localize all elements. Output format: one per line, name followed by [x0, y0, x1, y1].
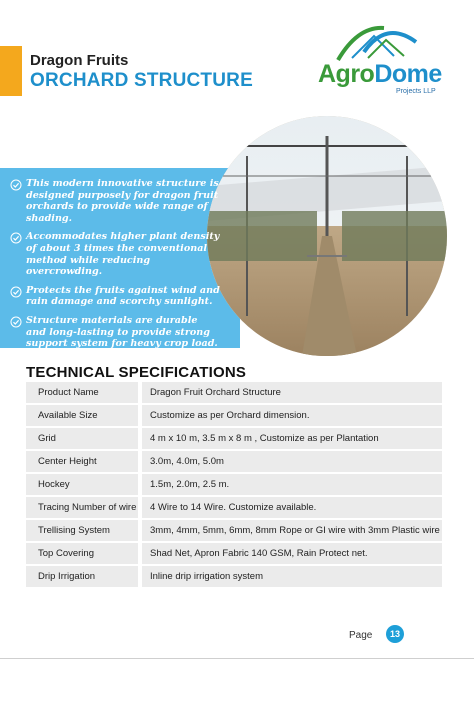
spec-label: Drip Irrigation	[26, 566, 138, 587]
spec-value: 3mm, 4mm, 5mm, 6mm, 8mm Rope or GI wire with 3mm Plastic wire	[142, 520, 442, 541]
feature-text: Protects the fruits against wind and rain damage and scorchy sunlight.	[26, 284, 220, 308]
specs-title: TECHNICAL SPECIFICATIONS	[26, 364, 247, 381]
spec-value: 4 m x 10 m, 3.5 m x 8 m , Customize as per Plantation	[142, 428, 442, 449]
spec-value: 1.5m, 2.0m, 2.5 m.	[142, 474, 442, 495]
table-row	[26, 382, 442, 403]
table-row	[26, 543, 442, 564]
check-circle-icon	[10, 316, 22, 328]
feature-text: Structure materials are durable and long-lasting to provide strong support system for heavy crop load.	[26, 314, 218, 350]
spec-label: Available Size	[26, 405, 138, 426]
page-number-badge: 13	[386, 625, 404, 643]
spec-label: Center Height	[26, 451, 138, 472]
spec-label: Hockey	[26, 474, 138, 495]
spec-label: Grid	[26, 428, 138, 449]
table-row	[26, 405, 442, 426]
table-row	[26, 474, 442, 495]
list-item	[10, 178, 220, 224]
logo-subtitle: Projects LLP	[396, 88, 436, 95]
features-list	[10, 178, 220, 357]
spec-value: Shad Net, Apron Fabric 140 GSM, Rain Protect net.	[142, 543, 442, 564]
page-label: Page	[349, 630, 373, 641]
spec-value: Dragon Fruit Orchard Structure	[142, 382, 442, 403]
table-row	[26, 566, 442, 587]
list-item	[10, 231, 220, 277]
spec-value: 4 Wire to 14 Wire. Customize available.	[142, 497, 442, 518]
check-circle-icon	[10, 286, 22, 298]
company-logo	[316, 22, 462, 102]
feature-text: Accommodates higher plant density of about 3 times the conventional method while reducing overcrowding.	[26, 231, 220, 278]
spec-label: Tracing Number of wire	[26, 497, 138, 518]
list-item	[10, 315, 220, 350]
spec-label: Product Name	[26, 382, 138, 403]
check-circle-icon	[10, 232, 22, 244]
spec-label: Top Covering	[26, 543, 138, 564]
accent-bar	[0, 46, 22, 96]
spec-label: Trellising System	[26, 520, 138, 541]
logo-word-agro: Agro	[318, 60, 375, 88]
logo-wordmark	[318, 60, 442, 89]
feature-text: This modern innovative structure is designed purposely for dragon fruit orchards to provide wide range of shading.	[26, 178, 219, 224]
title-line-1: Dragon Fruits	[30, 52, 129, 69]
spec-value: Inline drip irrigation system	[142, 566, 442, 587]
table-row	[26, 451, 442, 472]
footer-divider	[0, 658, 474, 659]
spec-value: 3.0m, 4.0m, 5.0m	[142, 451, 442, 472]
table-row	[26, 520, 442, 541]
title-line-2: ORCHARD STRUCTURE	[30, 70, 253, 91]
table-row	[26, 428, 442, 449]
orchard-illustration	[207, 116, 447, 356]
specs-table	[26, 382, 442, 589]
logo-word-dome: Dome	[374, 60, 442, 88]
table-row	[26, 497, 442, 518]
check-circle-icon	[10, 179, 22, 191]
list-item	[10, 285, 220, 308]
dome-logo-icon	[334, 22, 420, 62]
spec-value: Customize as per Orchard dimension.	[142, 405, 442, 426]
orchard-photo	[207, 116, 447, 356]
